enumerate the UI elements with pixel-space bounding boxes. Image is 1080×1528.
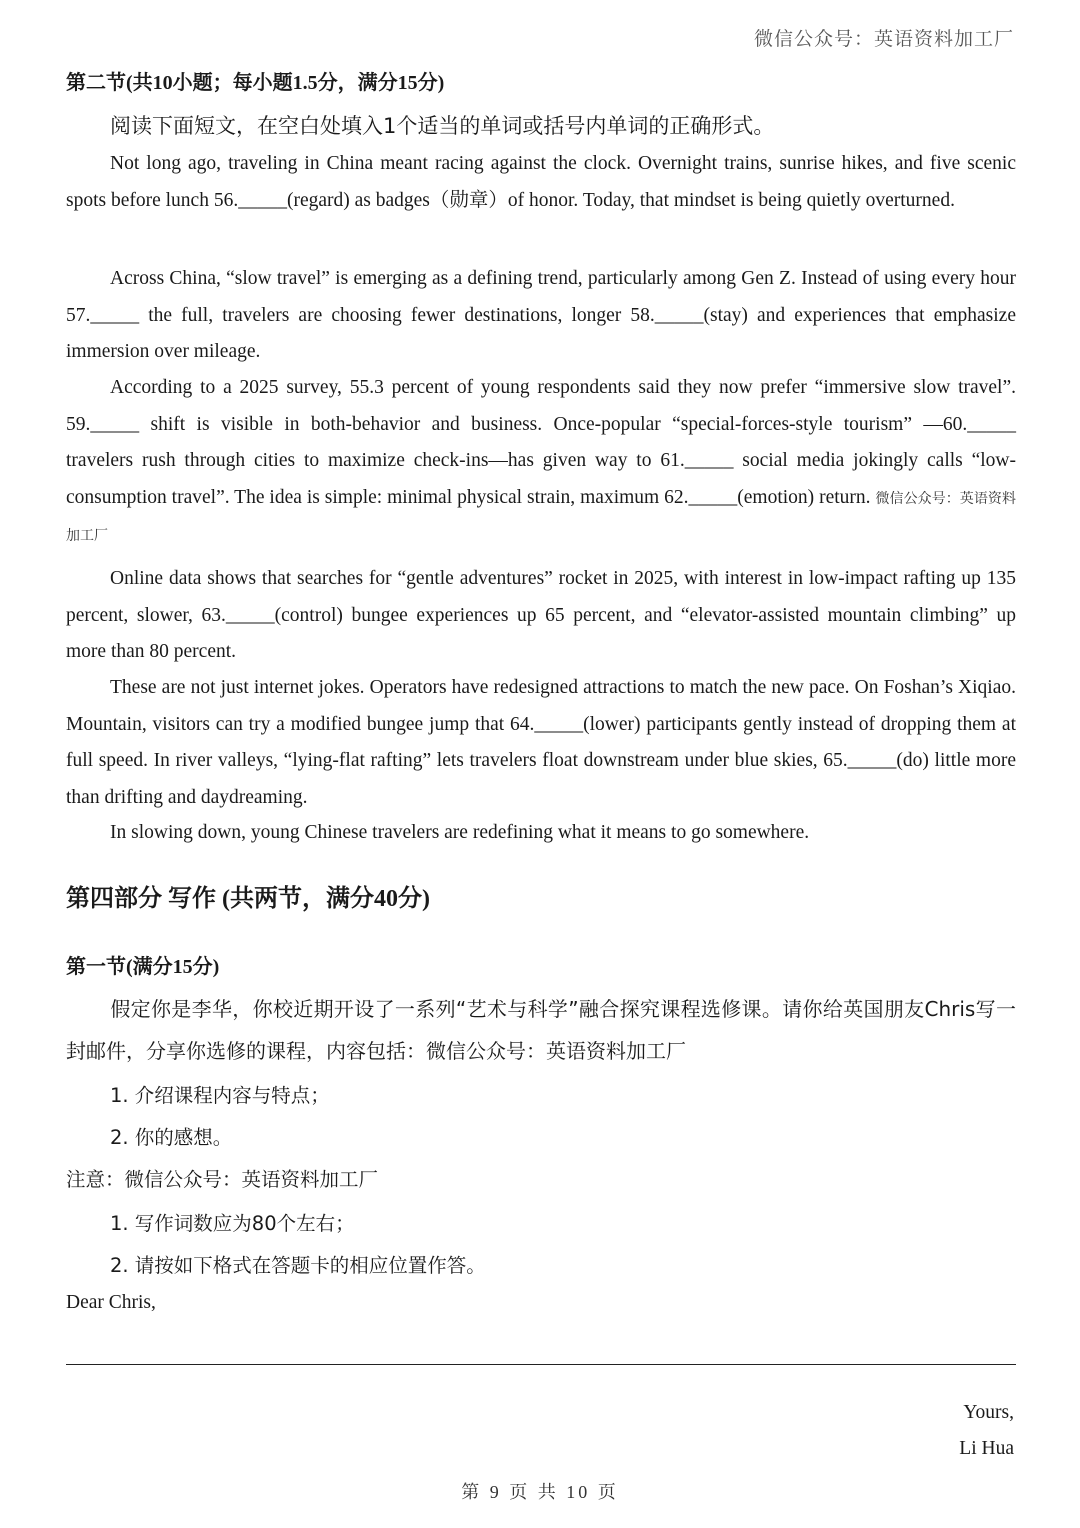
passage-paragraph-6 bbox=[66, 815, 1016, 852]
note-item-1: 1. 写作词数应为80个左右； bbox=[110, 1212, 355, 1235]
requirement-point-1: 1. 介绍课程内容与特点； bbox=[110, 1084, 330, 1107]
header-watermark: 微信公众号：英语资料加工厂 bbox=[753, 29, 1014, 50]
section2-instruction: 阅读下面短文，在空白处填入1个适当的单词或括号内单词的正确形式。 bbox=[110, 114, 775, 138]
passage-paragraph-2 bbox=[66, 261, 1016, 371]
page-number-footer: 第 9 页 共 10 页 bbox=[461, 1482, 619, 1502]
answer-line bbox=[66, 1364, 1016, 1365]
writing-prompt bbox=[66, 988, 1016, 1072]
passage-paragraph-2-text: Across China, “slow travel” is emerging as a defining trend, particularly among Gen Z. Instead of using every hour 57._____ the full, travelers are choosing fewer destinations, longer 58._____(stay) and experiences that emphasize immersion over mileage. bbox=[66, 268, 1016, 362]
note-item-2: 2. 请按如下格式在答题卡的相应位置作答。 bbox=[110, 1254, 486, 1277]
passage-paragraph-5 bbox=[66, 670, 1016, 816]
passage-paragraph-4 bbox=[66, 561, 1016, 671]
part4-heading: 第四部分 写作 (共两节，满分40分) bbox=[66, 886, 430, 912]
inline-watermark: 微信公众号：英语资料加工厂 bbox=[66, 490, 1016, 544]
passage-paragraph-5-text: These are not just internet jokes. Operators have redesigned attractions to match the new pace. On Foshan’s Xiqiao. Mountain, visitors can try a modified bungee jump that 64._____(lower) participants gently instead of dropping them at full speed. In river valleys, “lying-flat rafting” lets travelers float downstream under blue skies, 65._____(do) little more than drifting and daydreaming. bbox=[66, 677, 1016, 808]
letter-greeting: Dear Chris, bbox=[66, 1292, 156, 1313]
passage-paragraph-1 bbox=[66, 146, 1016, 219]
letter-closing: Yours, bbox=[963, 1402, 1014, 1423]
passage-paragraph-3-text: According to a 2025 survey, 55.3 percent of young respondents said they now prefer “immersive slow travel”. 59._____ shift is visible in both-behavior and business. Once-popular “special-forces-style tourism” —60._____ travelers rush through cities to maximize check-ins—has given way to 61._____ social media jokingly calls “low-consumption travel”. The idea is simple: minimal physical strain, maximum 62._____(emotion) return. bbox=[66, 377, 1016, 508]
passage-paragraph-3 bbox=[66, 370, 1016, 555]
requirement-point-2: 2. 你的感想。 bbox=[110, 1126, 233, 1149]
letter-signature: Li Hua bbox=[959, 1438, 1014, 1459]
passage-paragraph-1-text: Not long ago, traveling in China meant racing against the clock. Overnight trains, sunrise hikes, and five scenic spots before lunch 56._____(regard) as badges（勋章）of honor. Today, that mindset is being quietly overturned. bbox=[66, 153, 1016, 211]
passage-paragraph-6-text: In slowing down, young Chinese travelers are redefining what it means to go somewhere. bbox=[110, 822, 810, 843]
passage-paragraph-4-text: Online data shows that searches for “gentle adventures” rocket in 2025, with interest in low-impact rafting up 135 percent, slower, 63._____(control) bungee experiences up 65 percent, and “elevator-assisted mountain climbing” up more than 80 percent. bbox=[66, 568, 1016, 662]
section2-heading: 第二节(共10小题；每小题1.5分，满分15分) bbox=[66, 72, 445, 94]
note-label: 注意：微信公众号：英语资料加工厂 bbox=[66, 1168, 379, 1191]
writing-section1-heading: 第一节(满分15分) bbox=[66, 956, 220, 978]
writing-prompt-text: 假定你是李华，你校近期开设了一系列“艺术与科学”融合探究课程选修课。请你给英国朋友Chris写一封邮件，分享你选修的课程，内容包括：微信公众号：英语资料加工厂 bbox=[66, 997, 1016, 1063]
